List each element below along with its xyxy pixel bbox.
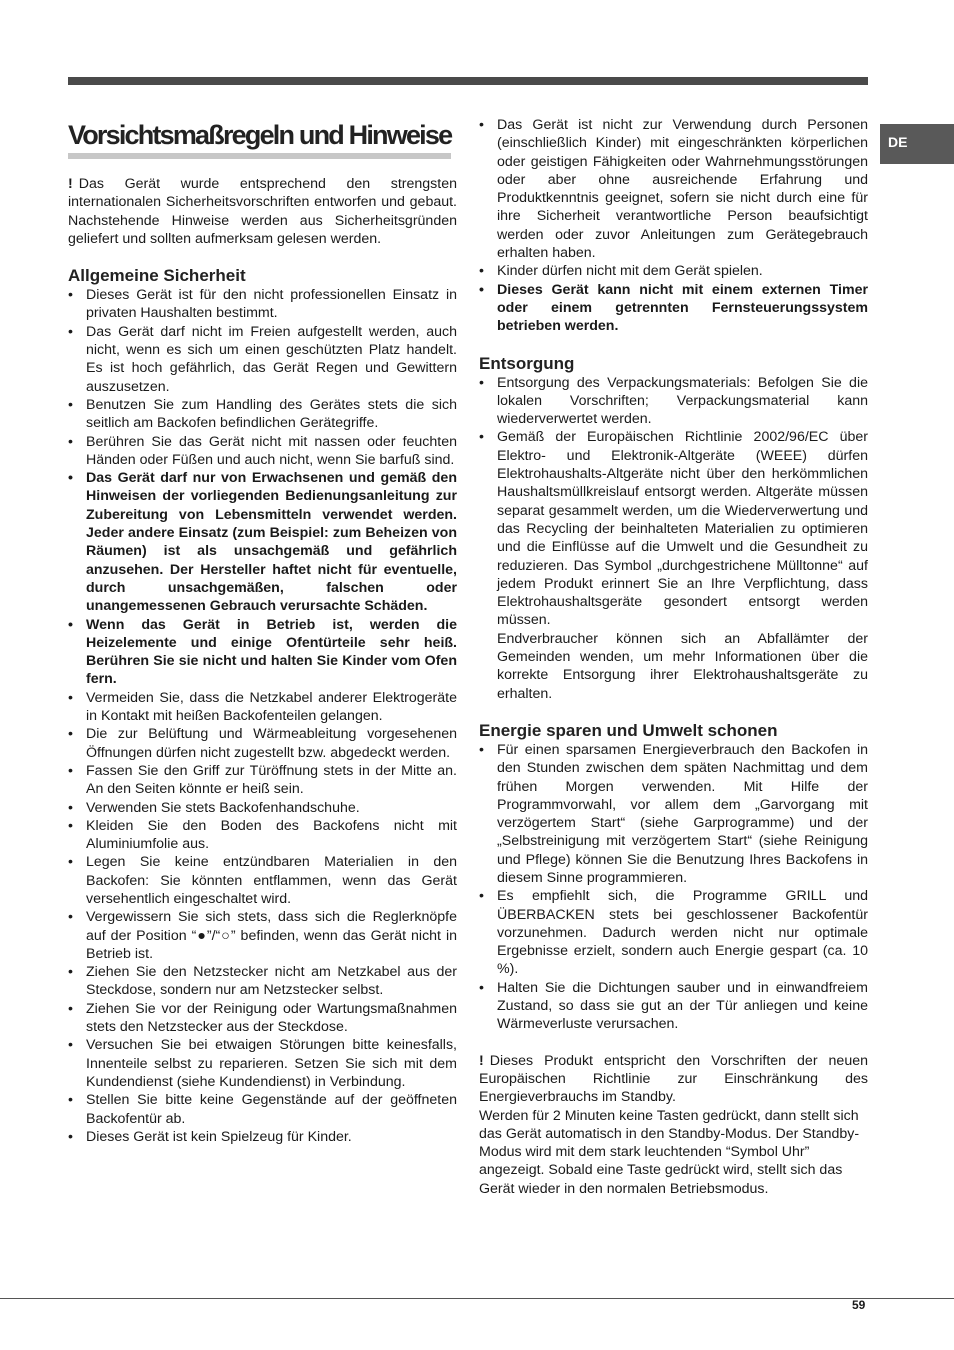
list-item: • Dieses Gerät kann nicht mit einem externen Timer oder einem getrennten Fernsteuerungssystem betrieben werden. [479,281,868,336]
entsorgung-continuation: Endverbraucher können sich an Abfallämter der Gemeinden wenden, um mehr Informationen über die korrekte Entsorgung ihrer Elektrohaushaltsgeräte zu erhalten. [497,630,868,702]
page-number: 59 [852,1298,866,1312]
left-column [68,116,457,1146]
warning-mark-icon: ! [479,1052,484,1069]
list-item: • Benutzen Sie zum Handling des Gerätes stets die sich seitlich am Backofen befindlichen Gerätegriffe. [68,396,457,433]
language-tab: DE [880,124,954,164]
list-item: • Halten Sie die Dichtungen sauber und in einwandfreiem Zustand, so dass sie gut an der Tür anliegen und keine Wärmeverluste verursachen. [479,979,868,1034]
standby-notice [479,1052,868,1107]
notice-text: Dieses Produkt entspricht den Vorschriften der neuen Europäischen Richtlinie zur Einschränkung des Energieverbrauchs im Standby. [479,1052,868,1106]
standby-description: Werden für 2 Minuten keine Tasten gedrückt, dann stellt sich das Gerät automatisch in den Standby-Modus. Der Standby-Modus wird mit dem stark leuchtenden “Symbol Uhr” angezeigt. Sobald eine Taste gedrückt wird, stellt sich das Gerät wieder in den normalen Betriebsmodus. [479,1107,860,1197]
list-item: • Ziehen Sie den Netzstecker nicht am Netzkabel aus der Steckdose, sondern nur am Netzstecker selbst. [68,963,457,1000]
list-item: • Wenn das Gerät in Betrieb ist, werden die Heizelemente und einige Ofentürteile sehr heiß. Berühren Sie sie nicht und halten Sie Kinder vom Ofen fern. [68,616,457,689]
list-item: • Gemäß der Europäischen Richtlinie 2002/96/EC über Elektro- und Elektronik-Altgeräte (WEEE) dürfen Elektrohaushalts-Altgeräte nicht über den herkömmlichen Haushaltsmüllkreislauf entsorgt werden. Altgeräte müssen separat gesammelt werden, um die Wiederverwertung und das Recycling der beinhalteten Materialien zu optimieren und die Einflüsse auf die Umwelt und die Gesundheit zu reduzieren. Das Symbol „durchgestrichene Mülltonne“ auf jedem Produkt erinnert Sie an Ihre Verpflichtung, dass Elektrohaushaltsgeräte gesondert entsorgt werden müssen. [479,428,868,629]
list-item: • Die zur Belüftung und Wärmeableitung vorgesehenen Öffnungen dürfen nicht zugestellt bzw. abgedeckt werden. [68,725,457,762]
section-heading-entsorgung: Entsorgung [479,353,575,373]
list-item: • Verwenden Sie stets Backofenhandschuhe. [68,799,457,817]
section-heading-energie: Energie sparen und Umwelt schonen [479,720,778,740]
allgemeine-list [68,286,457,1146]
list-item: • Das Gerät darf nicht im Freien aufgestellt werden, auch nicht, wenn es sich um einen geschützten Platz handelt. Es ist hoch gefährlich, das Gerät Regen und Gewittern auszusetzen. [68,323,457,396]
list-item: • Das Gerät darf nur von Erwachsenen und gemäß den Hinweisen der vorliegenden Bedienungsanleitung zur Zubereitung von Lebensmitteln verwendet werden. Jeder andere Einsatz (zum Beispiel: zum Beheizen von Räumen) ist als unsachgemäß und gefährlich anzusehen. Der Hersteller haftet nicht für eventuelle, durch unsachgemäßen, falschen oder unangemessenen Gebrauch verursachte Schäden. [68,469,457,615]
section-heading-allgemeine: Allgemeine Sicherheit [68,266,246,286]
list-item: • Dieses Gerät ist kein Spielzeug für Kinder. [68,1128,457,1146]
intro-text: Das Gerät wurde entsprechend den strengsten internationalen Sicherheitsvorschriften entworfen und gebaut. Nachstehende Hinweise werden aus Sicherheitsgründen geliefert und sollten aufmerksam gelesen werden. [68,176,457,247]
entsorgung-list [479,374,868,630]
list-item: • Vermeiden Sie, dass die Netzkabel anderer Elektrogeräte in Kontakt mit heißen Backofenteilen gelangen. [68,689,457,726]
intro-paragraph [68,175,457,248]
warning-mark-icon: ! [68,176,73,192]
list-item: • Entsorgung des Verpackungsmaterials: Befolgen Sie die lokalen Vorschriften; Verpackungsmaterial kann wiederverwertet werden. [479,374,868,429]
list-item: • Stellen Sie bitte keine Gegenstände auf der geöffneten Backofentür ab. [68,1091,457,1128]
right-column [479,116,868,1198]
list-item: • Für einen sparsamen Energieverbrauch den Backofen in den Stunden zwischen dem späten Nachmittag und dem frühen Morgen verwenden. Mit Hilfe der Programmvorwahl, vor allem dem „Garvorgang mit verzögertem Start“ (siehe Garprogramme) und der „Selbstreinigung mit verzögertem Start“ (siehe Reinigung und Pflege) können Sie die Benutzung Ihres Backofens in diesem Sinne programmieren. [479,741,868,887]
list-item: • Vergewissern Sie sich stets, dass sich die Reglerknöpfe auf der Position “●”/“○” befinden, wenn das Gerät nicht in Betrieb ist. [68,908,457,963]
list-item: • Versuchen Sie bei etwaigen Störungen bitte keinesfalls, Innenteile selbst zu reparieren. Setzen Sie sich mit dem Kundendienst (siehe Kundendienst) in Verbindung. [68,1036,457,1091]
list-item: • Ziehen Sie vor der Reinigung oder Wartungsmaßnahmen stets den Netzstecker aus der Steckdose. [68,1000,457,1037]
page-title: Vorsichtsmaßregeln und Hinweise [68,118,451,159]
header-rule [68,77,868,85]
footer-rule [0,1298,954,1299]
list-item: • Es empfiehlt sich, die Programme GRILL und ÜBERBACKEN stets bei geschlossener Backofentür vorzunehmen. Dadurch werden nicht nur optimale Ergebnisse erzielt, sondern auch Energie gespart (ca. 10 %). [479,887,868,978]
safety-list-continued [479,116,868,336]
list-item: • Kinder dürfen nicht mit dem Gerät spielen. [479,262,868,280]
list-item: • Dieses Gerät ist für den nicht professionellen Einsatz in privaten Haushalten bestimmt. [68,286,457,323]
list-item: • Das Gerät ist nicht zur Verwendung durch Personen (einschließlich Kinder) mit eingeschränkten körperlichen oder geistigen Fähigkeiten oder Wahrnehmungsstörungen oder aber ohne ausreichende Erfahrung und Produktkenntnis geeignet, sofern sie nicht durch eine für ihre Sicherheit verantwortliche Person beaufsichtigt werden oder zuvor Anleitungen zum Gerätegebrauch erhalten haben. [479,116,868,262]
energie-list [479,741,868,1034]
list-item: • Legen Sie keine entzündbaren Materialien in den Backofen: Sie könnten entflammen, wenn das Gerät versehentlich eingeschaltet wird. [68,853,457,908]
list-item: • Berühren Sie das Gerät nicht mit nassen oder feuchten Händen oder Füßen und auch nicht, wenn Sie barfuß sind. [68,433,457,470]
list-item: • Fassen Sie den Griff zur Türöffnung stets in der Mitte an. An den Seiten könnte er heiß sein. [68,762,457,799]
list-item: • Kleiden Sie den Boden des Backofens nicht mit Aluminiumfolie aus. [68,817,457,854]
